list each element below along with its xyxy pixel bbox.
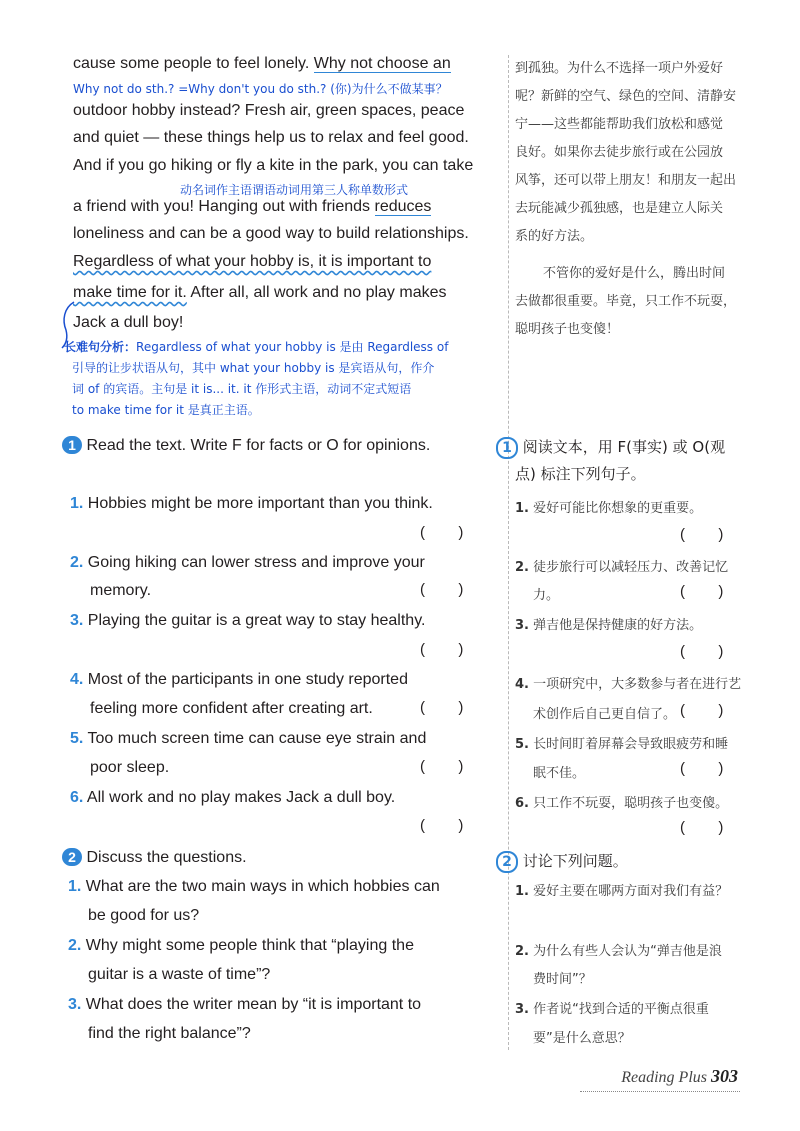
page-number: 303	[711, 1066, 738, 1086]
exercise-number-badge-zh: 1	[496, 437, 518, 459]
passage-line: Jack a dull boy!	[73, 314, 184, 331]
zh-question-item: 5. 长时间盯着屏幕会导致眼疲劳和睡	[515, 737, 729, 752]
discussion-question-cont: be good for us?	[88, 907, 200, 924]
question-item: 3. Playing the guitar is a great way to stay healthy.	[70, 612, 426, 629]
analysis-line: to make time for it 是真正主语。	[72, 403, 260, 417]
passage-line: and quiet — these things help us to relax and feel good.	[73, 129, 469, 146]
exercise2-zh-header: 2 讨论下列问题。	[496, 850, 628, 873]
translation-line: 不管你的爱好是什么，腾出时间	[543, 266, 726, 281]
translation-line: 风筝，还可以带上朋友！和朋友一起出	[515, 173, 737, 188]
analysis-line: 引导的让步状语从句，其中 what your hobby is 是宾语从句，作介	[72, 361, 435, 375]
passage-line: And if you go hiking or fly a kite in the park, you can take	[73, 157, 474, 174]
footer-rule	[580, 1091, 740, 1092]
question-item: 6. All work and no play makes Jack a dull boy.	[70, 789, 396, 806]
exercise1-zh-instruction: 点) 标注下列句子。	[515, 465, 646, 483]
discussion-question: 2. Why might some people think that “playing the	[68, 937, 414, 954]
translation-line: 宁——这些都能帮助我们放松和感觉	[515, 117, 724, 132]
column-divider	[508, 55, 509, 1050]
answer-blank-zh[interactable]: ( )	[680, 819, 724, 836]
question-item: 1. Hobbies might be more important than you think.	[70, 495, 433, 512]
translation-line: 去玩能减少孤独感，也是建立人际关	[515, 201, 724, 216]
annotation-gerund: 动名词作主语谓语动词用第三人称单数形式	[180, 183, 409, 197]
passage-line: loneliness and can be a good way to build relationships.	[73, 225, 469, 242]
exercise2-instruction: Discuss the questions.	[86, 849, 247, 866]
discussion-question: 3. What does the writer mean by “it is important to	[68, 996, 422, 1013]
answer-blank-zh[interactable]: ( )	[680, 643, 724, 660]
exercise-number-badge: 2	[62, 848, 82, 866]
translation-line: 去做都很重要。毕竟，只工作不玩耍，	[515, 294, 737, 309]
discussion-question-cont: find the right balance”?	[88, 1025, 251, 1042]
translation-line: 呢？新鲜的空气、绿色的空间、清静安	[515, 89, 737, 104]
question-item: 2. Going hiking can lower stress and improve your	[70, 554, 425, 571]
zh-question-item: 1. 爱好可能比你想象的更重要。	[515, 501, 703, 516]
answer-blank[interactable]: ( )	[420, 641, 464, 658]
answer-blank-zh[interactable]: ( )	[680, 583, 724, 600]
exercise1-zh-header: 1 阅读文本，用 F(事实) 或 O(观	[496, 436, 725, 459]
analysis-line: 词 of 的宾语。主句是 it is... it. it 作形式主语，动词不定式短语	[72, 382, 412, 396]
translation-line: 到孤独。为什么不选择一项户外爱好	[515, 61, 724, 76]
answer-blank-zh[interactable]: ( )	[680, 702, 724, 719]
discussion-question: 1. What are the two main ways in which hobbies can	[68, 878, 440, 895]
exercise-number-badge: 1	[62, 436, 82, 454]
question-item-cont: feeling more confident after creating art.	[90, 700, 373, 717]
zh-discussion-question-cont: 要”是什么意思？	[533, 1031, 631, 1046]
zh-discussion-question: 2. 为什么有些人会认为“弹吉他是浪	[515, 944, 722, 959]
translation-line: 系的好方法。	[515, 229, 594, 244]
analysis-line: 长难句分析：Regardless of what your hobby is 是由 Regardless of	[64, 340, 449, 354]
answer-blank-zh[interactable]: ( )	[680, 760, 724, 777]
zh-question-item-cont: 眠不佳。	[533, 766, 586, 781]
answer-blank[interactable]: ( )	[420, 758, 464, 775]
answer-blank[interactable]: ( )	[420, 581, 464, 598]
translation-line: 聪明孩子也变傻！	[515, 322, 620, 337]
question-item-cont: memory.	[90, 582, 152, 599]
passage-line: a friend with you! Hanging out with friends reduces	[73, 198, 432, 215]
question-item-cont: poor sleep.	[90, 759, 170, 776]
zh-discussion-question-cont: 费时间”？	[533, 972, 592, 987]
zh-question-item: 3. 弹吉他是保持健康的好方法。	[515, 618, 703, 633]
zh-discussion-question: 3. 作者说“找到合适的平衡点很重	[515, 1002, 709, 1017]
passage-line: Regardless of what your hobby is, it is important to	[73, 253, 432, 270]
answer-blank[interactable]: ( )	[420, 524, 464, 541]
zh-question-item-cont: 术创作后自己更自信了。	[533, 707, 677, 722]
zh-discussion-question: 1. 爱好主要在哪两方面对我们有益？	[515, 884, 729, 899]
zh-question-item: 6. 只工作不玩耍，聪明孩子也变傻。	[515, 796, 729, 811]
passage-line: make time for it. After all, all work and no play makes	[73, 284, 447, 301]
question-item: 5. Too much screen time can cause eye strain and	[70, 730, 427, 747]
answer-blank[interactable]: ( )	[420, 699, 464, 716]
exercise1-header	[62, 436, 430, 455]
answer-blank-zh[interactable]: ( )	[680, 526, 724, 543]
passage-line: cause some people to feel lonely. Why not choose an	[73, 55, 451, 72]
page-footer	[621, 1066, 738, 1087]
exercise-number-badge-zh: 2	[496, 851, 518, 873]
zh-question-item: 4. 一项研究中，大多数参与者在进行艺	[515, 677, 742, 692]
question-item: 4. Most of the participants in one study reported	[70, 671, 408, 688]
zh-question-item: 2. 徒步旅行可以减轻压力、改善记忆	[515, 560, 729, 575]
exercise2-header	[62, 848, 247, 867]
exercise1-instruction: Read the text. Write F for facts or O for opinions.	[86, 437, 431, 454]
annotation-why-not: Why not do sth.? =Why don't you do sth.? (你)为什么不做某事？	[73, 82, 448, 96]
answer-blank[interactable]: ( )	[420, 817, 464, 834]
translation-line: 良好。如果你去徒步旅行或在公园放	[515, 145, 724, 160]
passage-line: outdoor hobby instead? Fresh air, green spaces, peace	[73, 102, 465, 119]
zh-question-item-cont: 力。	[533, 588, 560, 603]
discussion-question-cont: guitar is a waste of time”?	[88, 966, 271, 983]
footer-label: Reading Plus	[621, 1069, 707, 1086]
